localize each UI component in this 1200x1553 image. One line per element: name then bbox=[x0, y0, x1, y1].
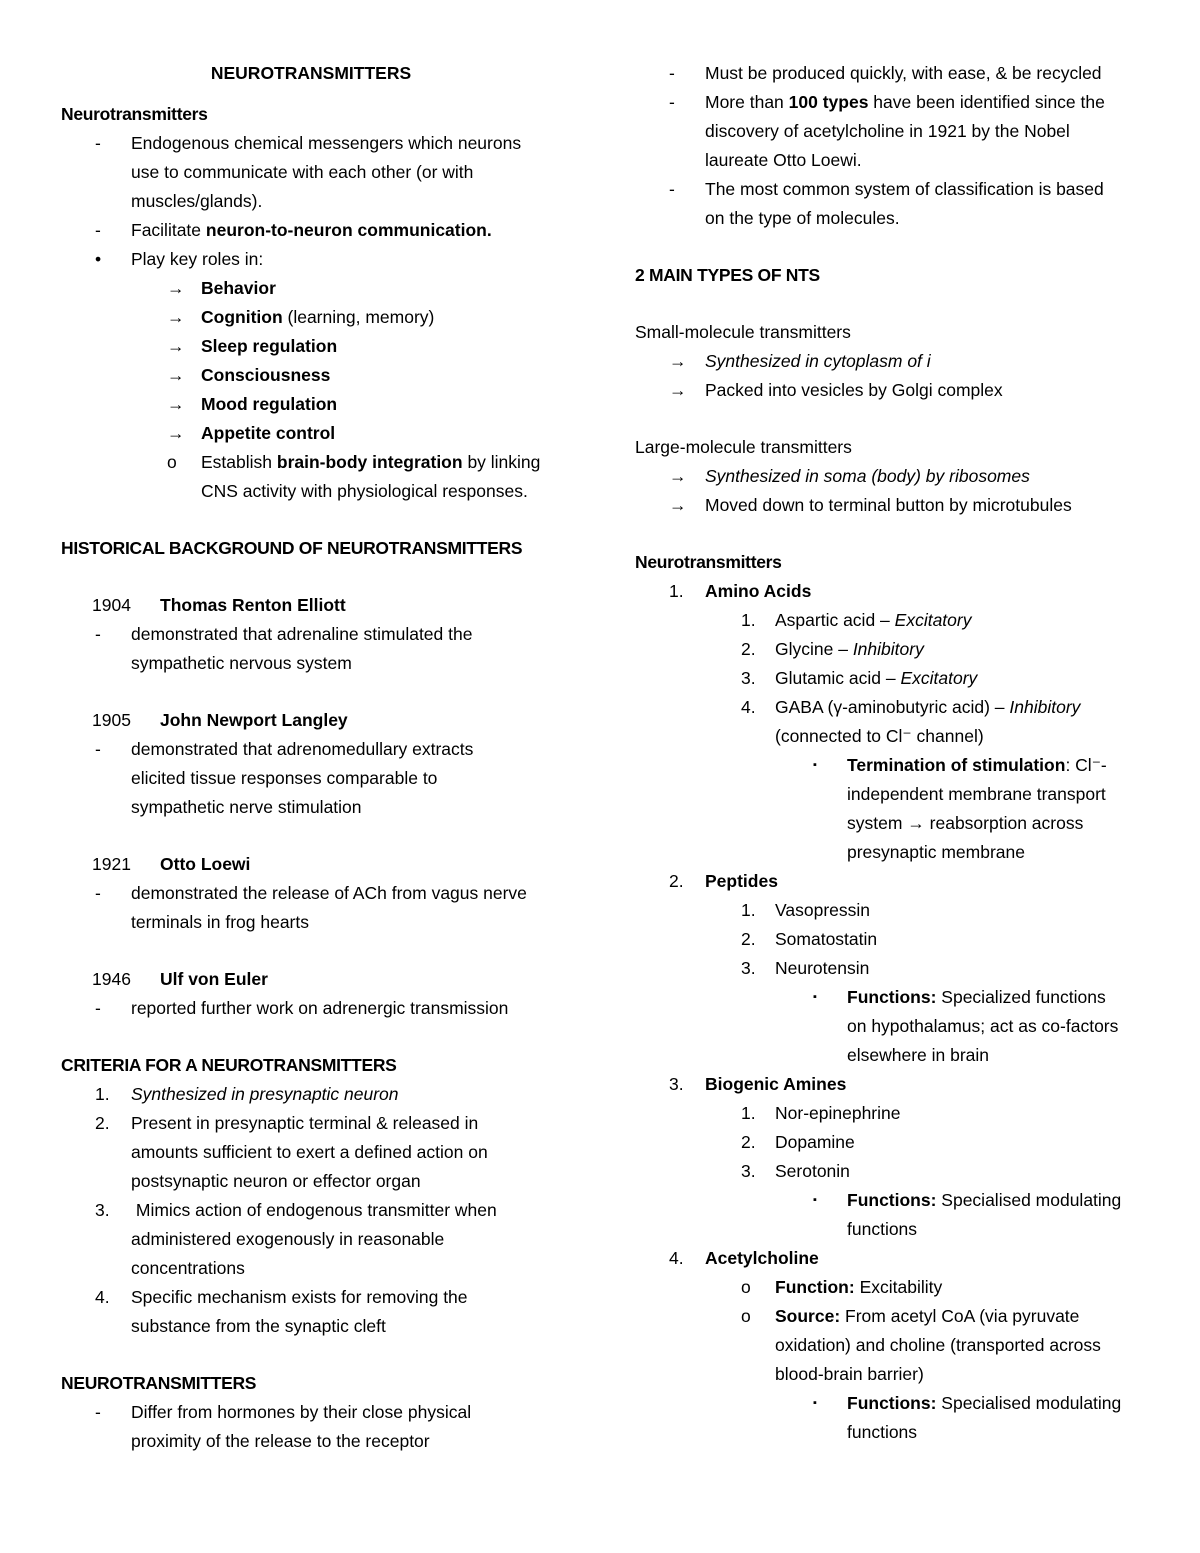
types-heading: 2 MAIN TYPES OF NTS bbox=[635, 265, 820, 285]
intro-heading: Neurotransmitters bbox=[61, 104, 208, 124]
continued-section bbox=[635, 59, 1165, 233]
number-marker: 4. bbox=[741, 697, 756, 717]
circle-bullet: o bbox=[741, 1306, 751, 1326]
arrow-icon: → bbox=[167, 278, 185, 298]
list-item: → Synthesized in soma (body) by ribosomes bbox=[635, 462, 1165, 491]
dash-bullet: - bbox=[669, 179, 675, 199]
list-item: ▪ Functions: Specialised modulating functions bbox=[635, 1389, 1165, 1447]
list-item: 1. Vasopressin bbox=[635, 896, 1165, 925]
intro-section bbox=[61, 100, 581, 506]
number-marker: 1. bbox=[741, 900, 756, 920]
list-item: → Synthesized in cytoplasm of i bbox=[635, 347, 1165, 376]
number-marker: 1. bbox=[95, 1084, 110, 1104]
arrow-icon: → bbox=[167, 365, 185, 385]
arrow-icon: → bbox=[167, 423, 185, 443]
list-item: → Moved down to terminal button by microtubules bbox=[635, 491, 1165, 520]
list-item: 2. Somatostatin bbox=[635, 925, 1165, 954]
list-item: 2. Dopamine bbox=[635, 1128, 1165, 1157]
list-item: → Appetite control bbox=[61, 419, 581, 448]
list-item: 4. Specific mechanism exists for removing the substance from the synaptic cleft bbox=[61, 1283, 581, 1341]
dash-bullet: - bbox=[669, 63, 675, 83]
number-marker: 1. bbox=[741, 610, 756, 630]
arrow-icon: → bbox=[167, 394, 185, 414]
document-title: NEUROTRANSMITTERS bbox=[210, 63, 412, 83]
arrow-icon: → bbox=[669, 466, 687, 486]
dash-bullet: - bbox=[95, 739, 101, 759]
list-item: - Must be produced quickly, with ease, & be recycled bbox=[635, 59, 1165, 88]
history-heading: HISTORICAL BACKGROUND OF NEUROTRANSMITTERS bbox=[61, 538, 523, 558]
history-entry-1921: 1921 Otto Loewi bbox=[92, 854, 251, 874]
list-item: 1. Synthesized in presynaptic neuron bbox=[61, 1080, 581, 1109]
list-item: - demonstrated that adrenomedullary extracts elicited tissue responses comparable to sympathetic nerve stimulation bbox=[61, 735, 581, 822]
list-item: 1. Aspartic acid – Excitatory bbox=[635, 606, 1165, 635]
number-marker: 2. bbox=[95, 1113, 110, 1133]
number-marker: 3. bbox=[95, 1200, 110, 1220]
square-bullet: ▪ bbox=[813, 1397, 817, 1409]
list-item: o Source: From acetyl CoA (via pyruvate oxidation) and choline (transported across blood-brain barrier) bbox=[635, 1302, 1165, 1389]
list-item: ▪ Functions: Specialised modulating functions bbox=[635, 1186, 1165, 1244]
number-marker: 3. bbox=[741, 958, 756, 978]
list-item: → Cognition (learning, memory) bbox=[61, 303, 581, 332]
right-column bbox=[635, 59, 1165, 1447]
dash-bullet: - bbox=[95, 883, 101, 903]
list-item: 2. Glycine – Inhibitory bbox=[635, 635, 1165, 664]
classes-heading: Neurotransmitters bbox=[635, 552, 782, 572]
criteria-heading: CRITERIA FOR A NEUROTRANSMITTERS bbox=[61, 1055, 397, 1075]
square-bullet: ▪ bbox=[813, 759, 817, 771]
history-entry-1904: 1904 Thomas Renton Elliott bbox=[92, 595, 346, 615]
nts-heading: NEUROTRANSMITTERS bbox=[61, 1373, 257, 1393]
list-item: → Mood regulation bbox=[61, 390, 581, 419]
list-item: 2. Peptides bbox=[635, 867, 1165, 896]
list-item: 3. Serotonin bbox=[635, 1157, 1165, 1186]
dash-bullet: - bbox=[95, 998, 101, 1018]
criteria-section bbox=[61, 1051, 581, 1341]
list-item: 4. GABA (γ-aminobutyric acid) – Inhibitory (connected to Cl⁻ channel) bbox=[635, 693, 1165, 751]
list-item: 3. Mimics action of endogenous transmitter when administered exogenously in reasonable concentrations bbox=[61, 1196, 581, 1283]
classes-section bbox=[635, 548, 1165, 1447]
dash-bullet: - bbox=[95, 1402, 101, 1422]
list-item: → Consciousness bbox=[61, 361, 581, 390]
number-marker: 3. bbox=[741, 1161, 756, 1181]
history-entry-1905: 1905 John Newport Langley bbox=[92, 710, 348, 730]
list-item: - Facilitate neuron-to-neuron communication. bbox=[61, 216, 581, 245]
types-section bbox=[635, 261, 1165, 520]
list-item: 3. Neurotensin bbox=[635, 954, 1165, 983]
arrow-icon: → bbox=[669, 495, 687, 515]
list-item: • Play key roles in: bbox=[61, 245, 581, 274]
list-item: → Behavior bbox=[61, 274, 581, 303]
circle-bullet: o bbox=[167, 452, 177, 472]
number-marker: 3. bbox=[669, 1074, 684, 1094]
number-marker: 1. bbox=[741, 1103, 756, 1123]
list-item: ▪ Termination of stimulation: Cl⁻- independent membrane transport system → reabsorption across presynaptic membrane bbox=[635, 751, 1165, 867]
arrow-icon: → bbox=[669, 380, 687, 400]
list-item: o Establish brain-body integration by linking CNS activity with physiological responses. bbox=[61, 448, 581, 506]
list-item: - Endogenous chemical messengers which neurons use to communicate with each other (or with muscles/glands). bbox=[61, 129, 581, 216]
list-item: - The most common system of classification is based on the type of molecules. bbox=[635, 175, 1165, 233]
list-item: - demonstrated the release of ACh from vagus nerve terminals in frog hearts bbox=[61, 879, 581, 937]
square-bullet: ▪ bbox=[813, 991, 817, 1003]
large-molecule-label: Large-molecule transmitters bbox=[635, 437, 852, 457]
number-marker: 2. bbox=[669, 871, 684, 891]
circle-bullet: o bbox=[741, 1277, 751, 1297]
list-item: 4. Acetylcholine bbox=[635, 1244, 1165, 1273]
list-item: 2. Present in presynaptic terminal & released in amounts sufficient to exert a defined action on postsynaptic neuron or effector organ bbox=[61, 1109, 581, 1196]
dash-bullet: - bbox=[95, 220, 101, 240]
list-item: 1. Amino Acids bbox=[635, 577, 1165, 606]
left-column bbox=[61, 59, 581, 1456]
small-molecule-label: Small-molecule transmitters bbox=[635, 322, 851, 342]
arrow-icon: → bbox=[669, 351, 687, 371]
list-item: ▪ Functions: Specialized functions on hypothalamus; act as co-factors elsewhere in brain bbox=[635, 983, 1165, 1070]
list-item: o Function: Excitability bbox=[635, 1273, 1165, 1302]
history-entry-1946: 1946 Ulf von Euler bbox=[92, 969, 268, 989]
dot-bullet: • bbox=[95, 249, 102, 269]
number-marker: 4. bbox=[669, 1248, 684, 1268]
arrow-icon: → bbox=[167, 307, 185, 327]
list-item: → Sleep regulation bbox=[61, 332, 581, 361]
number-marker: 2. bbox=[741, 1132, 756, 1152]
history-section bbox=[61, 534, 581, 1023]
nts-section bbox=[61, 1369, 581, 1456]
list-item: - demonstrated that adrenaline stimulated the sympathetic nervous system bbox=[61, 620, 581, 678]
number-marker: 2. bbox=[741, 639, 756, 659]
square-bullet: ▪ bbox=[813, 1194, 817, 1206]
number-marker: 1. bbox=[669, 581, 684, 601]
number-marker: 4. bbox=[95, 1287, 110, 1307]
number-marker: 3. bbox=[741, 668, 756, 688]
list-item: 3. Glutamic acid – Excitatory bbox=[635, 664, 1165, 693]
list-item: 1. Nor-epinephrine bbox=[635, 1099, 1165, 1128]
list-item: - Differ from hormones by their close physical proximity of the release to the receptor bbox=[61, 1398, 581, 1456]
arrow-icon: → bbox=[167, 336, 185, 356]
dash-bullet: - bbox=[669, 92, 675, 112]
list-item: 3. Biogenic Amines bbox=[635, 1070, 1165, 1099]
list-item: - reported further work on adrenergic transmission bbox=[61, 994, 581, 1023]
number-marker: 2. bbox=[741, 929, 756, 949]
dash-bullet: - bbox=[95, 624, 101, 644]
list-item: - More than 100 types have been identified since the discovery of acetylcholine in 1921 by the Nobel laureate Otto Loewi. bbox=[635, 88, 1165, 175]
dash-bullet: - bbox=[95, 133, 101, 153]
list-item: → Packed into vesicles by Golgi complex bbox=[635, 376, 1165, 405]
